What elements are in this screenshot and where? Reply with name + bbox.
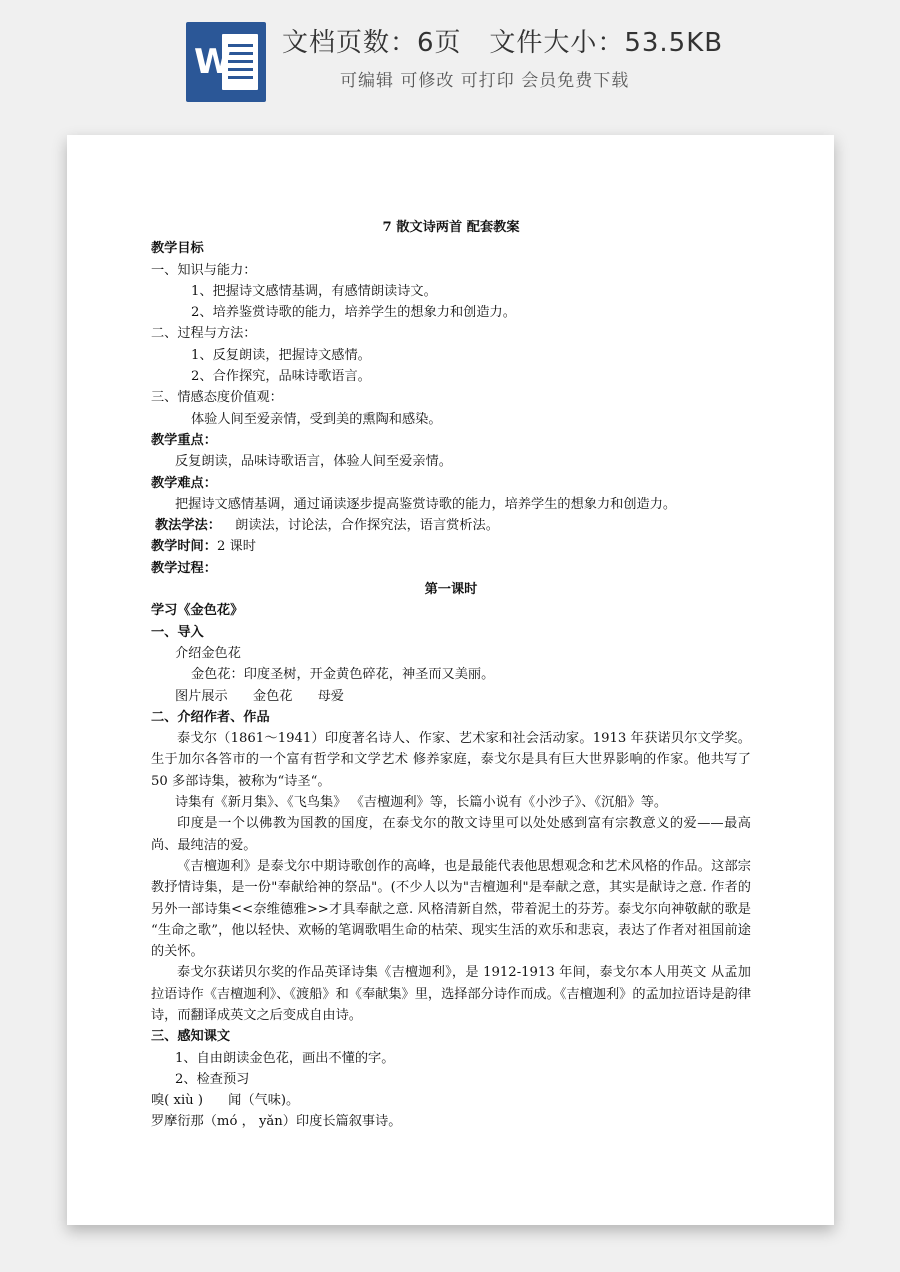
banner-title: 文档页数：6页 文件大小：53.5KB — [282, 28, 724, 58]
section-heading: 一、导入 — [151, 624, 204, 640]
list-item: 1、自由朗读金色花，画出不懂的字。 — [175, 1050, 395, 1066]
paragraph: 金色花：印度圣树，开金黄色碎花，神圣而又美丽。 — [191, 667, 495, 683]
paragraph: 罗摩衍那（mó ， yǎn）印度长篇叙事诗。 — [151, 1114, 402, 1130]
paragraph: 图片展示 金色花 母爱 — [175, 688, 344, 704]
subheading: 二、过程与方法： — [151, 326, 257, 342]
section-heading: 教学过程： — [151, 560, 217, 576]
time-label: 教学时间： — [151, 539, 217, 555]
document-content — [151, 217, 751, 1133]
document-page — [67, 135, 834, 1225]
list-item: 2、培养鉴赏诗歌的能力，培养学生的想象力和创造力。 — [191, 305, 516, 321]
paragraph: 泰戈尔获诺贝尔奖的作品英译诗集《吉檀迦利》，是 1912-1913 年间，泰戈尔本人用英文 从孟加拉语诗作《吉檀迦利》、《渡船》和《奉献集》里，选择部分诗作而成。《吉檀迦利》的孟加拉语诗是韵律诗，而翻译成英文之后变成自由诗。 — [151, 965, 752, 1023]
word-letter: W — [194, 42, 232, 82]
list-item: 2、检查预习 — [175, 1071, 250, 1087]
paragraph: 反复朗读，品味诗歌语言，体验人间至爱亲情。 — [175, 454, 452, 470]
paragraph: 诗集有《新月集》、《飞鸟集》 《吉檀迦利》等，长篇小说有《小沙子》、《沉船》等。 — [175, 795, 668, 811]
paragraph: 泰戈尔（1861～1941）印度著名诗人、作家、艺术家和社会活动家。1913 年获诺贝尔文学奖。生于加尔各答市的一个富有哲学和文学艺术 修养家庭，泰戈尔是具有巨大世界影响的作家。他共写了 50 多部诗集，被称为“诗圣“。 — [151, 731, 751, 789]
time-line — [151, 536, 751, 557]
time-value: 2 课时 — [216, 539, 256, 555]
paragraph: 《吉檀迦利》是泰戈尔中期诗歌创作的高峰，也是最能代表他思想观念和艺术风格的作品。这部宗教抒情诗集，是一份"奉献给神的祭品"。(不少人以为"吉檀迦利"是奉献之意，其实是献诗之意. 作者的另外一部诗集<<奈维德雅>>才具奉献之意. 风格清新自然，带着泥土的芬芳。泰戈尔向神敬献的歌是 “生命之歌”，他以轻快、欢畅的笔调歌唱生命的枯荣、现实生活的欢乐和悲哀，表达了作者对祖国前途的关怀。 — [151, 858, 751, 960]
subheading: 一、知识与能力： — [151, 262, 257, 278]
section-heading: 教学重点： — [151, 432, 217, 448]
list-item: 2、合作探究，品味诗歌语言。 — [191, 369, 371, 385]
method-value: 朗读法，讨论法，合作探究法，语言赏析法。 — [235, 518, 499, 534]
word-document-icon — [186, 22, 266, 102]
section-heading: 教学目标 — [151, 241, 204, 257]
lesson-heading: 第一课时 — [424, 582, 478, 598]
section-heading: 学习《金色花》 — [151, 603, 244, 619]
paragraph: 嗅( xiù ) 闻（气味)。 — [151, 1093, 300, 1109]
paragraph: 印度是一个以佛教为国教的国度，在泰戈尔的散文诗里可以处处感到富有宗教意义的爱——最高尚、最纯洁的爱。 — [151, 816, 751, 853]
section-heading: 三、感知课文 — [151, 1029, 231, 1045]
download-banner — [0, 0, 900, 130]
list-item: 1、反复朗读，把握诗文感情。 — [191, 347, 371, 363]
banner-subtitle: 可编辑 可修改 可打印 会员免费下载 — [340, 71, 630, 91]
subheading: 三、情感态度价值观： — [151, 390, 283, 406]
method-line — [151, 515, 751, 536]
section-heading: 教学难点： — [151, 475, 217, 491]
list-item: 1、把握诗文感情基调，有感情朗读诗文。 — [191, 283, 437, 299]
section-heading: 二、介绍作者、作品 — [151, 709, 270, 725]
paragraph: 把握诗文感情基调，通过诵读逐步提高鉴赏诗歌的能力，培养学生的想象力和创造力。 — [175, 496, 677, 512]
document-title: 7 散文诗两首 配套教案 — [382, 220, 520, 235]
paragraph: 介绍金色花 — [175, 645, 241, 661]
paragraph: 体验人间至爱亲情，受到美的熏陶和感染。 — [191, 411, 442, 427]
method-label: 教法学法： — [155, 518, 221, 534]
